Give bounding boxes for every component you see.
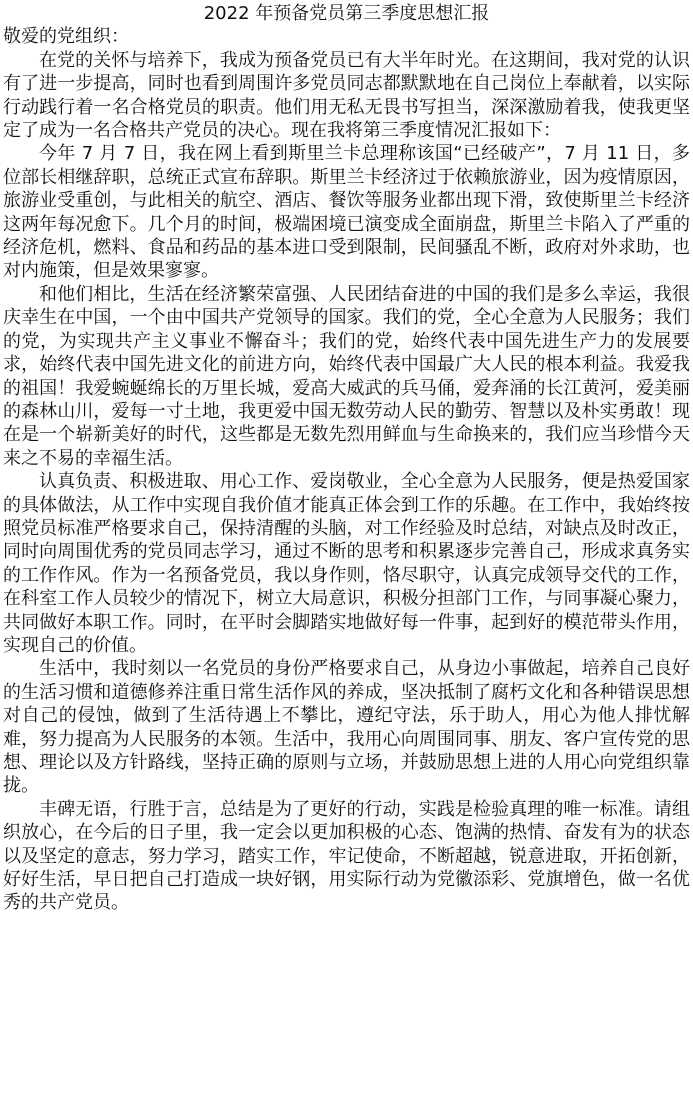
paragraph-conclusion: 丰碑无语，行胜于言，总结是为了更好的行动，实践是检验真理的唯一标准。请组织放心，在今后的日子里，我一定会以更加积极的心态、饱满的热情、奋发有为的状态以及坚定的意志，努力学习，踏实工作，牢记使命，不断超越，锐意进取，开拓创新，好好生活，早日把自己打造成一块好钢，用实际行动为党徽添彩、党旗增色，做一名优秀的共产党员。: [3, 798, 690, 914]
paragraph-intro: 在党的关怀与培养下，我成为预备党员已有大半年时光。在这期间，我对党的认识有了进一步提高，同时也看到周围许多党员同志都默默地在自己岗位上奉献着，以实际行动践行着一名合格党员的职责。他们用无私无畏书写担当，深深激励着我，使我更坚定了成为一名合格共产党员的决心。现在我将第三季度情况汇报如下：: [3, 49, 690, 142]
document-title: 2022 年预备党员第三季度思想汇报: [203, 3, 490, 24]
paragraph-life: 生活中，我时刻以一名党员的身份严格要求自己，从身边小事做起，培养自己良好的生活习惯和道德修养注重日常生活作风的养成，坚决抵制了腐朽文化和各种错误思想对自己的侵蚀，做到了生活待遇上不攀比，遵纪守法，乐于助人，用心为他人排忧解难，努力提高为人民服务的本领。生活中，我用心向周围同事、朋友、客户宣传党的思想、理论以及方针路线，坚持正确的原则与立场，并鼓励思想上进的人用心向党组织靠拢。: [3, 658, 690, 797]
paragraph-china: 和他们相比，生活在经济繁荣富强、人民团结奋进的中国的我们是多么幸运，我很庆幸生在中国，一个由中国共产党领导的国家。我们的党，全心全意为人民服务；我们的党，为实现共产主义事业不懈奋斗；我们的党，始终代表中国先进生产力的发展要求，始终代表中国先进文化的前进方向，始终代表中国最广大人民的根本利益。我爱我的祖国！我爱蜿蜒绵长的万里长城，爱高大威武的兵马俑，爱奔涌的长江黄河，爱美丽的森林山川，爱每一寸土地，我更爱中国无数劳动人民的勤劳、智慧以及朴实勇敢！现在是一个崭新美好的时代，这些都是无数先烈用鲜血与生命换来的，我们应当珍惜今天来之不易的幸福生活。: [3, 283, 690, 469]
paragraph-work: 认真负责、积极进取、用心工作、爱岗敬业，全心全意为人民服务，便是热爱国家的具体做法，从工作中实现自我价值才能真正体会到工作的乐趣。在工作中，我始终按照党员标准严格要求自己，保持清醒的头脑，对工作经验及时总结，对缺点及时改正，同时向周围优秀的党员同志学习，通过不断的思考和积累逐步完善自己，形成求真务实的工作作风。作为一名预备党员，我以身作则，恪尽职守，认真完成领导交代的工作，在科室工作人员较少的情况下，树立大局意识，积极分担部门工作，与同事凝心聚力，共同做好本职工作。同时，在平时会脚踏实地做好每一件事，起到好的模范带头作用，实现自己的价值。: [3, 471, 690, 656]
salutation: 敬爱的党组织：: [3, 26, 129, 48]
paragraph-sri-lanka: 今年 7 月 7 日，我在网上看到斯里兰卡总理称该国“已经破产”，7 月 11 日，多位部长相继辞职，总统正式宣布辞职。斯里兰卡经济过于依赖旅游业，因为疫情原因，旅游业受重创，与此相关的航空、酒店、餐饮等服务业都出现下滑，致使斯里兰卡经济这两年每况愈下。几个月的时间，极端困境已演变成全面崩盘，斯里兰卡陷入了严重的经济危机，燃料、食品和药品的基本进口受到限制，民间骚乱不断，政府对外求助，也对内施策，但是效果寥寥。: [3, 143, 690, 282]
